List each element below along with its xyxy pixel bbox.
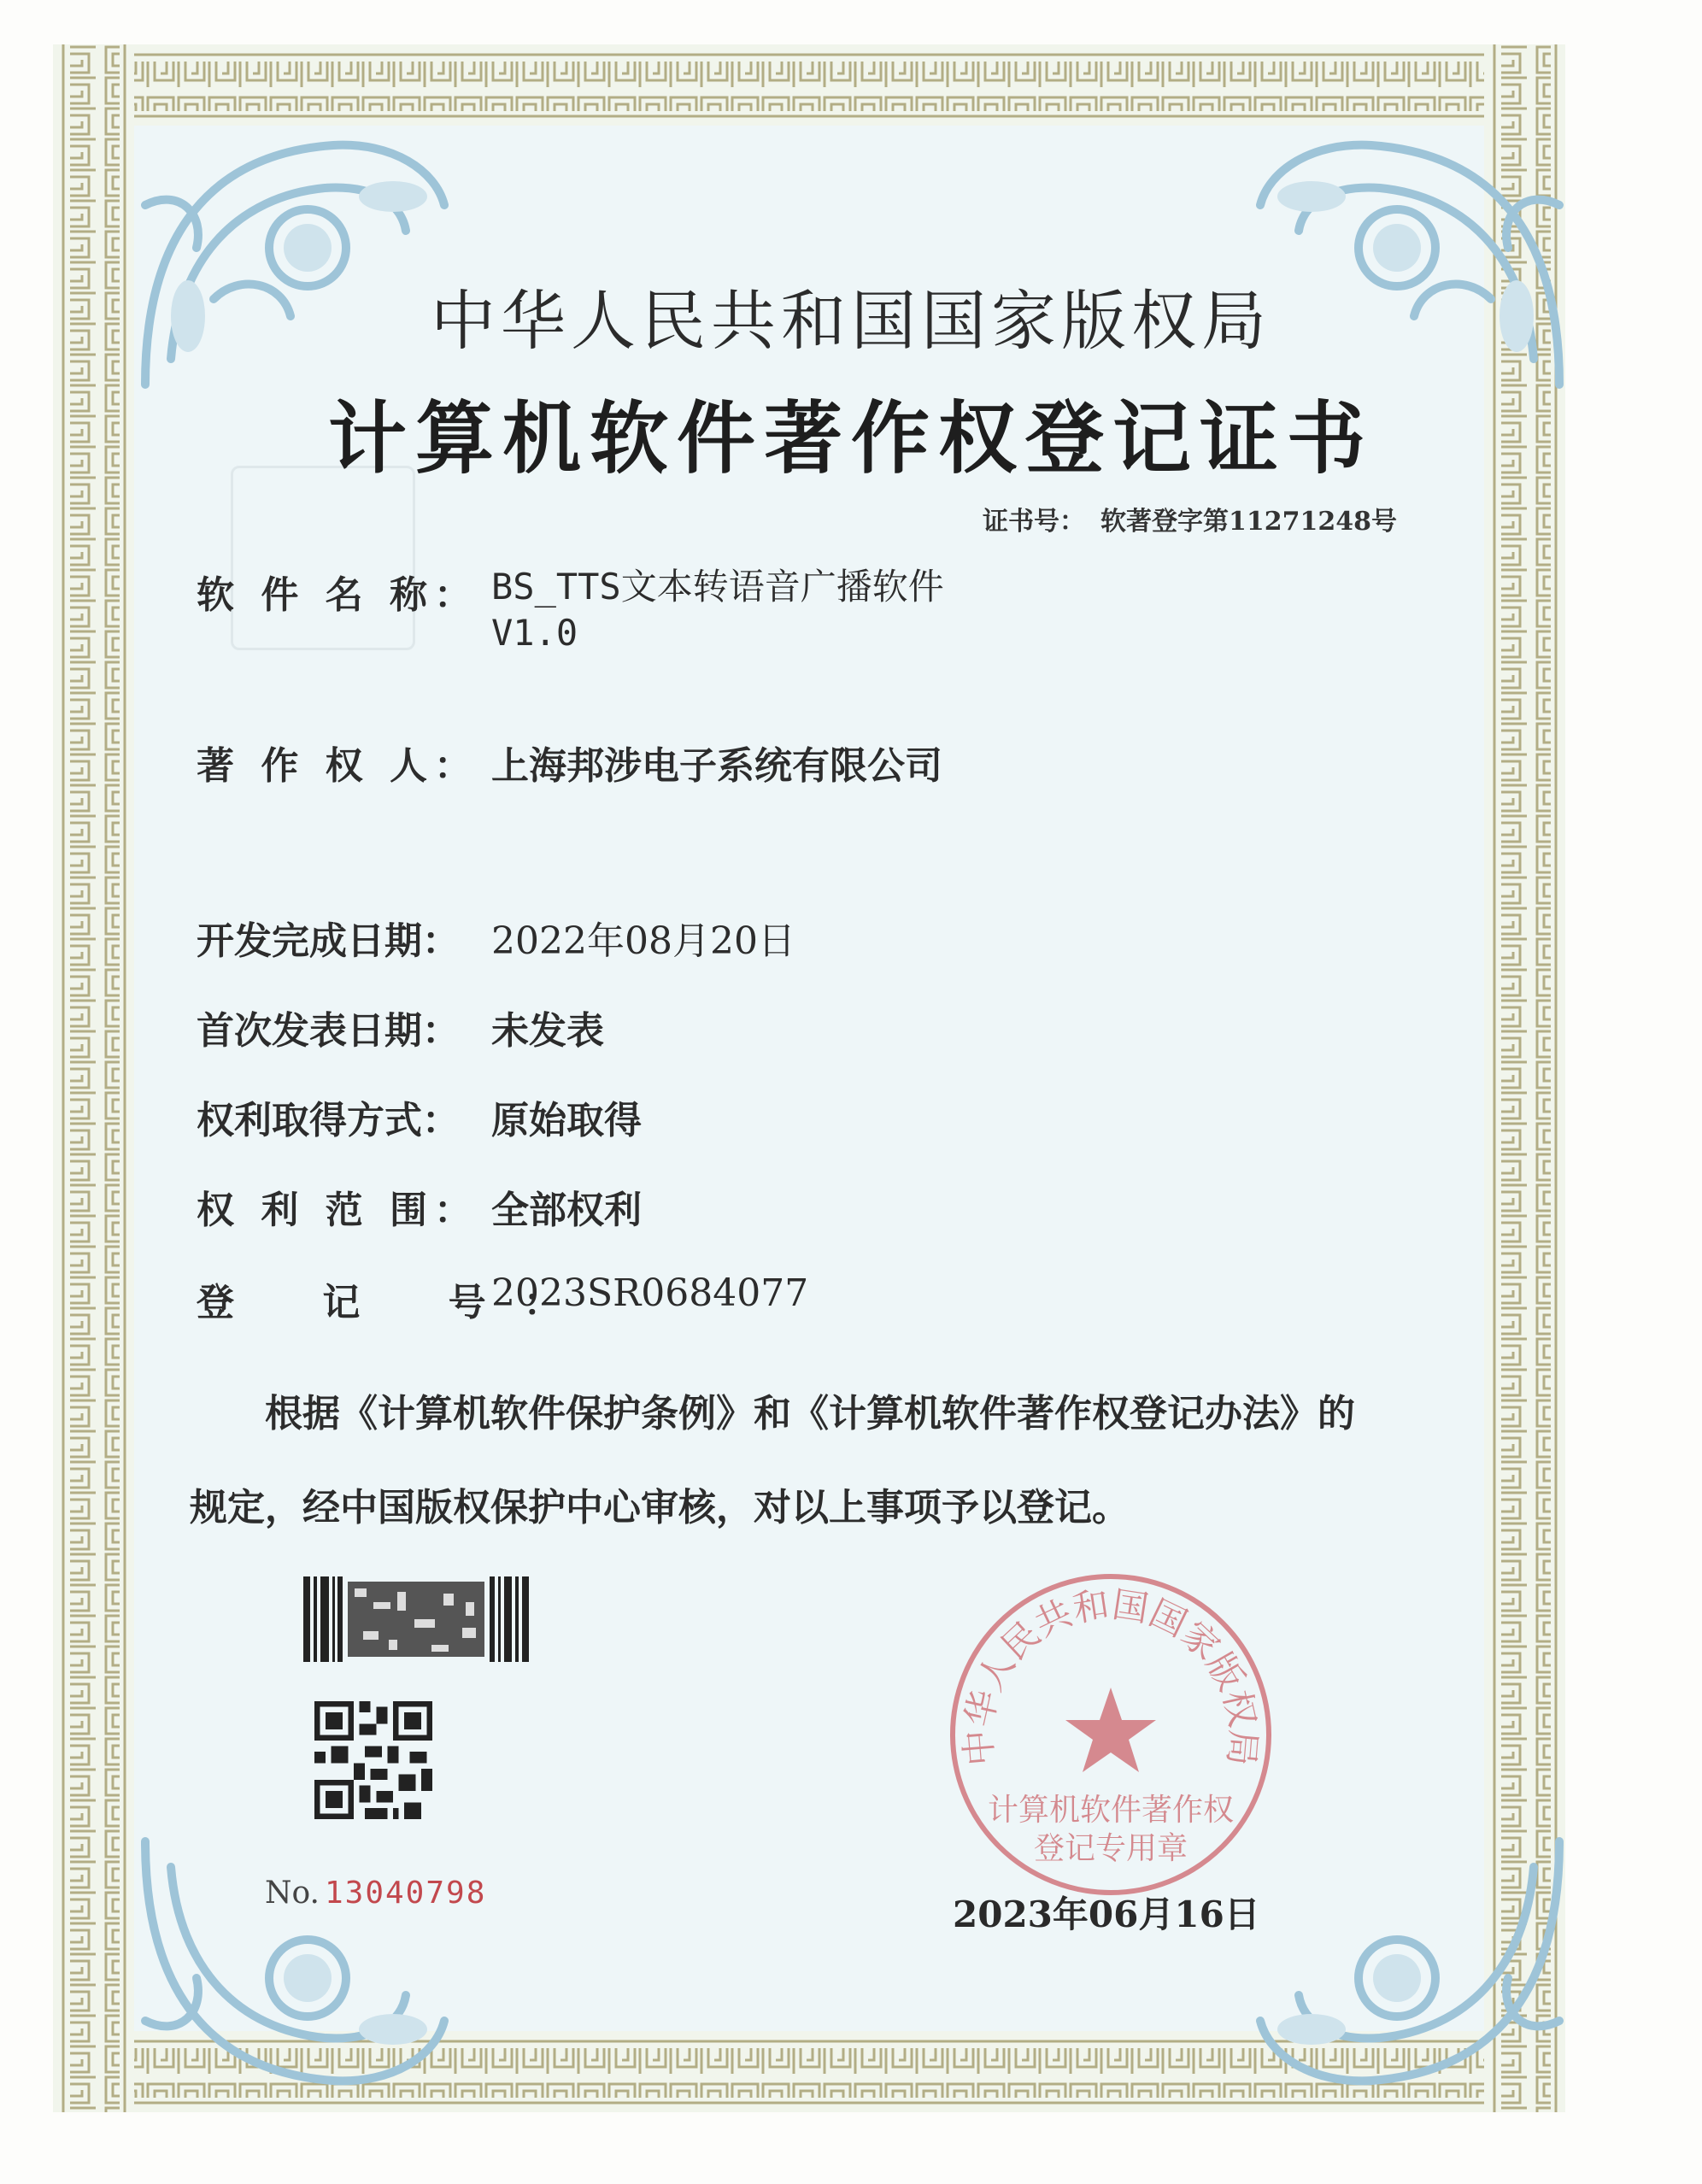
field-software-name bbox=[197, 564, 1055, 656]
ornament-bottom-left bbox=[111, 1799, 478, 2123]
software-name-value bbox=[491, 564, 1055, 656]
scope-value: 全部权利 bbox=[491, 1189, 642, 1232]
serial-value: 13040798 bbox=[324, 1876, 487, 1911]
issue-date: 2023年06月16日 bbox=[953, 1893, 1260, 1935]
official-seal bbox=[944, 1568, 1277, 1901]
qr-code bbox=[314, 1700, 432, 1820]
field-scope bbox=[197, 1179, 642, 1234]
scope-label: 权 利 范 围： bbox=[197, 1189, 478, 1232]
acquire-method-value: 原始取得 bbox=[491, 1099, 642, 1142]
certificate-number bbox=[983, 500, 1397, 537]
statement-line-1: 根据《计算机软件保护条例》和《计算机软件著作权登记办法》的 bbox=[265, 1392, 1355, 1435]
field-publish-date bbox=[197, 1000, 604, 1054]
software-name-text: BS_TTS文本转语音广播软件 bbox=[491, 566, 944, 608]
completion-date-label: 开发完成日期： bbox=[197, 919, 460, 963]
field-reg-no bbox=[197, 1271, 808, 1326]
completion-date-value: 2022年08月20日 bbox=[491, 919, 795, 963]
field-acquire-method bbox=[197, 1089, 642, 1144]
field-completion-date bbox=[197, 910, 795, 965]
issuer-title: 中华人民共和国国家版权局 bbox=[431, 283, 1271, 359]
owner-label: 著 作 权 人： bbox=[197, 744, 478, 788]
certificate-title: 计算机软件著作权登记证书 bbox=[327, 392, 1374, 484]
owner-value: 上海邦涉电子系统有限公司 bbox=[491, 744, 942, 788]
registration-statement bbox=[190, 1367, 1446, 1555]
ornament-bottom-right bbox=[1226, 1799, 1593, 2123]
acquire-method-label: 权利取得方式： bbox=[197, 1099, 460, 1142]
barcode bbox=[303, 1576, 534, 1662]
serial-label: No. bbox=[265, 1876, 320, 1911]
publish-date-label: 首次发表日期： bbox=[197, 1009, 460, 1053]
seal-center-line-1: 计算机软件著作权 bbox=[987, 1793, 1235, 1828]
cert-no-label: 证书号： bbox=[983, 507, 1085, 537]
seal-ring-text: 中华人民共和国国家版权局 bbox=[956, 1582, 1265, 1768]
reg-no-label: 登 记 号： bbox=[197, 1281, 599, 1324]
cert-no-value: 软著登字第11271248号 bbox=[1100, 507, 1397, 537]
publish-date-value: 未发表 bbox=[491, 1009, 604, 1053]
software-name-label: 软 件 名 称： bbox=[197, 573, 478, 617]
software-version: V1.0 bbox=[491, 612, 578, 654]
field-owner bbox=[197, 735, 942, 790]
statement-line-2: 规定，经中国版权保护中心审核，对以上事项予以登记。 bbox=[190, 1486, 1130, 1529]
seal-center-line-2: 登记专用章 bbox=[1033, 1831, 1188, 1866]
serial-number bbox=[265, 1876, 486, 1911]
reg-no-value: 2023SR0684077 bbox=[491, 1271, 809, 1315]
